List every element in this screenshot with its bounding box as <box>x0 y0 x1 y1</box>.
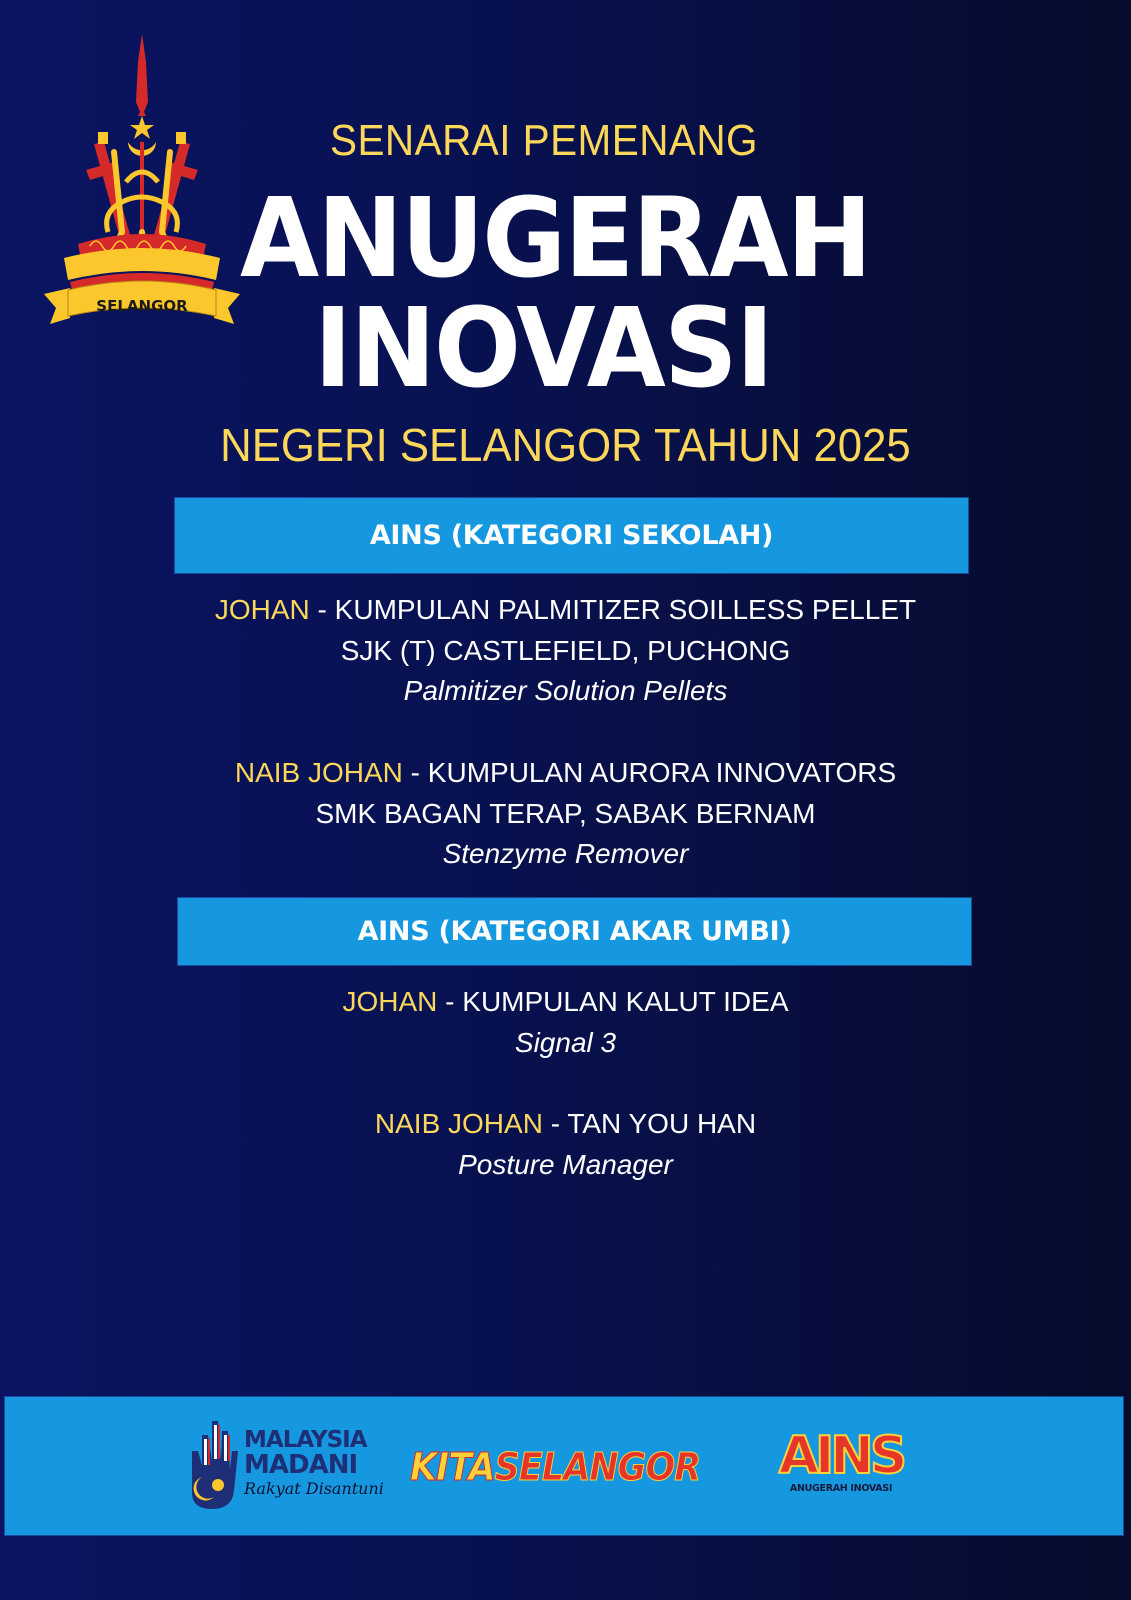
winner-heading <box>0 982 1131 1023</box>
svg-text:SELANGOR: SELANGOR <box>96 297 188 315</box>
kita-wordmark: KITA <box>410 1445 495 1489</box>
winner-name: TAN YOU HAN <box>567 1108 757 1139</box>
winner-rank: NAIB JOHAN <box>234 757 403 788</box>
subtitle-negeri-selangor-text: NEGERI SELANGOR TAHUN 2025 <box>220 419 911 471</box>
winner-separator: - <box>309 594 335 625</box>
madani-hand-icon <box>188 1421 244 1511</box>
title-anugerah: ANUGERAH <box>240 174 871 302</box>
winner-entry <box>0 1104 1131 1185</box>
madani-tagline: Rakyat Disantuni <box>244 1479 384 1498</box>
category-label: AINS (KATEGORI AKAR UMBI) <box>357 916 792 947</box>
winner-project: Posture Manager <box>458 1148 673 1180</box>
category-label: AINS (KATEGORI SEKOLAH) <box>369 520 774 551</box>
winner-entry <box>0 753 1131 875</box>
category-banner-sekolah <box>175 498 968 573</box>
subtitle-negeri-selangor <box>0 418 1131 472</box>
malaysia-madani-logo <box>188 1421 388 1511</box>
winner-institution: SJK (T) CASTLEFIELD, PUCHONG <box>340 634 791 666</box>
winner-rank: NAIB JOHAN <box>374 1108 543 1139</box>
category-banner-akar-umbi <box>178 898 971 965</box>
winner-institution: SMK BAGAN TERAP, SABAK BERNAM <box>315 797 816 829</box>
ains-subtitle: ANUGERAH INOVASI <box>789 1483 893 1494</box>
winner-rank: JOHAN <box>342 986 438 1017</box>
winner-name: KUMPULAN PALMITIZER SOILLESS PELLET <box>334 594 917 625</box>
winner-entry <box>0 982 1131 1063</box>
winner-separator: - <box>437 986 463 1017</box>
winner-project: Stenzyme Remover <box>442 838 689 869</box>
madani-wordmark: MALAYSIA MADANI <box>244 1427 367 1480</box>
kita-selangor-logo <box>410 1443 745 1491</box>
winner-entry <box>0 590 1131 712</box>
subtitle-senarai-pemenang: SENARAI PEMENANG <box>330 116 759 165</box>
winner-project: Signal 3 <box>514 1026 617 1058</box>
winner-rank: JOHAN <box>214 594 310 625</box>
winner-heading <box>0 1104 1131 1145</box>
ains-wordmark: AINS <box>778 1426 904 1486</box>
winner-name: KUMPULAN KALUT IDEA <box>462 986 789 1017</box>
winner-project: Palmitizer Solution Pellets <box>403 675 728 706</box>
selangor-emblem-icon <box>42 32 242 332</box>
winner-separator: - <box>542 1108 568 1139</box>
ains-logo <box>766 1426 916 1500</box>
title-inovasi: INOVASI <box>314 284 773 412</box>
winner-heading <box>0 753 1131 794</box>
winner-name: KUMPULAN AURORA INNOVATORS <box>427 757 897 788</box>
selangor-wordmark: SELANGOR <box>494 1445 701 1489</box>
winner-heading <box>0 590 1131 631</box>
winner-separator: - <box>402 757 428 788</box>
